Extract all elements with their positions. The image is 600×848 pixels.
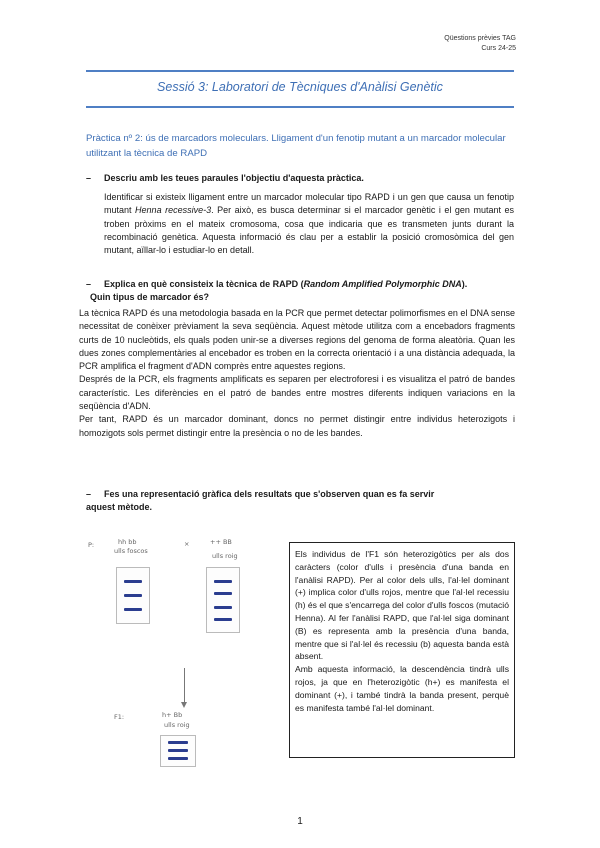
gel-band xyxy=(214,618,232,621)
parent-1-phenotype: ulls foscos xyxy=(114,547,148,555)
cross-arrow-line xyxy=(184,668,185,704)
gel-band xyxy=(124,594,142,597)
question-3-line2: aquest mètode. xyxy=(86,502,153,512)
header-course-line: Qüestions prèvies TAG xyxy=(444,35,516,42)
parent-1-genotype: hh bb xyxy=(118,538,137,546)
cross-symbol: × xyxy=(184,540,190,548)
gel-band xyxy=(168,749,188,752)
gel-band xyxy=(214,592,232,595)
question-3-line1: Fes una representació gràfica dels resultats que s'observen quan es fa servir xyxy=(104,489,435,499)
parent-2-gel-lane xyxy=(206,567,240,633)
question-2 xyxy=(86,278,516,304)
answer-2-paragraph-3: Per tant, RAPD és un marcador dominant, doncs no permet distingir entre individus heterozigots i homozigots sols permet distingir entre la presència o no de les bandes. xyxy=(79,414,515,438)
question-3-dash: – xyxy=(86,489,92,499)
cross-arrow-down-icon xyxy=(181,702,187,708)
gel-band xyxy=(168,741,188,744)
gel-band xyxy=(214,580,232,583)
title-bottom-rule xyxy=(86,106,514,108)
results-paragraph-2: Amb aquesta informació, la descendència tindrà ulls rojos, ja que en l'heterozigòtic (h+) es manifesta el dominant (+), i també tindrà la banda present, perquè es manifesta també l'al·lel dominant. xyxy=(295,664,509,713)
gel-band xyxy=(168,757,188,760)
question-1-text: Descriu amb les teues paraules l'objectiu d'aquesta pràctica. xyxy=(104,173,364,183)
f1-label: F1: xyxy=(114,713,125,721)
practice-subtitle: Pràctica nº 2: ús de marcadors moleculars. Lligament d'un fenotip mutant a un marcador molecular utilitzant la tècnica de RAPD xyxy=(86,133,506,159)
answer-1-mutant-name: Henna recessive-3 xyxy=(135,205,212,216)
title-top-rule xyxy=(86,70,514,72)
parent-2-genotype: ++ BB xyxy=(210,538,232,546)
page-title: Sessió 3: Laboratori de Tècniques d'Anàlisi Genètic xyxy=(157,80,443,94)
header-year-line: Curs 24-25 xyxy=(481,45,516,52)
parent-1-gel-lane xyxy=(116,567,150,624)
question-2-text-a: Explica en què consisteix la tècnica de RAPD ( xyxy=(104,279,304,289)
answer-2-paragraph-1: La tècnica RAPD és una metodologia basada en la PCR que permet detectar polimorfismes en el DNA sense necessitat de conèixer prèviament la seva seqüència. Aquest mètode utilitza com a encebadors fragments curts de 10 nucleòtids, els quals poden unir-se a diverses regions del genoma de forma aleatòria. Quan les dues zones complementàries al encebador es troben en la correcta orientació i a una distància adequada, la PCR amplifica el fragment d'ADN comprès entre aquestes regions. xyxy=(79,308,515,372)
question-3 xyxy=(86,488,516,514)
question-1-dash: – xyxy=(86,173,92,183)
answer-2 xyxy=(79,307,515,440)
question-2-dash: – xyxy=(86,279,92,289)
gel-band xyxy=(124,580,142,583)
parental-label: P: xyxy=(88,541,95,549)
page-number: 1 xyxy=(297,816,303,827)
answer-1 xyxy=(104,191,514,257)
f1-genotype: h+ Bb xyxy=(162,711,183,719)
gel-band xyxy=(214,606,232,609)
f1-phenotype: ulls roig xyxy=(164,721,190,729)
document-header xyxy=(444,34,516,54)
question-2-line2: Quin tipus de marcador és? xyxy=(90,292,210,302)
gel-band xyxy=(124,608,142,611)
answer-2-paragraph-2: Després de la PCR, els fragments amplificats es separen per electroforesi i es visualitza el patró de bandes característic. Les diferències en el patró de bandes entre mostres diferents indiquen variacions en la seqüència d'ADN. xyxy=(79,374,515,412)
answer-1-text-b: . Per això, es busca determinar si el marcador genètic i el gen mutant es troben pròxims en el mateix cromosoma, cosa que indicaria que es transmeten junts durant la recombinació genètica. Aquesta informació és clau per a establir la posició cromosòmica del gen mutant, aïllar-lo i estudiar-lo en detall. xyxy=(104,205,514,256)
f1-gel-lane xyxy=(160,735,196,767)
results-paragraph-1: Els individus de l'F1 són heterozigòtics per als dos caràcters (color d'ulls i presència d'una banda en l'anàlisi RAPD). Per al color dels ulls, l'al·lel dominant (+) implica color d'ulls rojos, mentre que l'al·lel recessiu (h) és el que s'encarrega del color d'ulls foscos (mutació Henna). Al fer l'anàlisi RAPD, que l'al·lel siga dominant (B) es representa amb la presència d'una banda, mentre que si l'al·lel és recessiu (b) aquesta banda està absent. xyxy=(295,549,509,662)
answer-1-text-a: Identificar si existeix lligament entre un marcador molecular tipo RAPD i un gen que causa un fenotip mutant xyxy=(104,192,514,216)
results-explanation-box xyxy=(289,542,515,758)
parent-2-phenotype: ulls roig xyxy=(212,552,238,560)
question-2-rapd-expansion: Random Amplified Polymorphic DNA xyxy=(303,279,462,289)
question-1 xyxy=(86,172,516,185)
question-2-text-b: ). xyxy=(461,279,468,289)
